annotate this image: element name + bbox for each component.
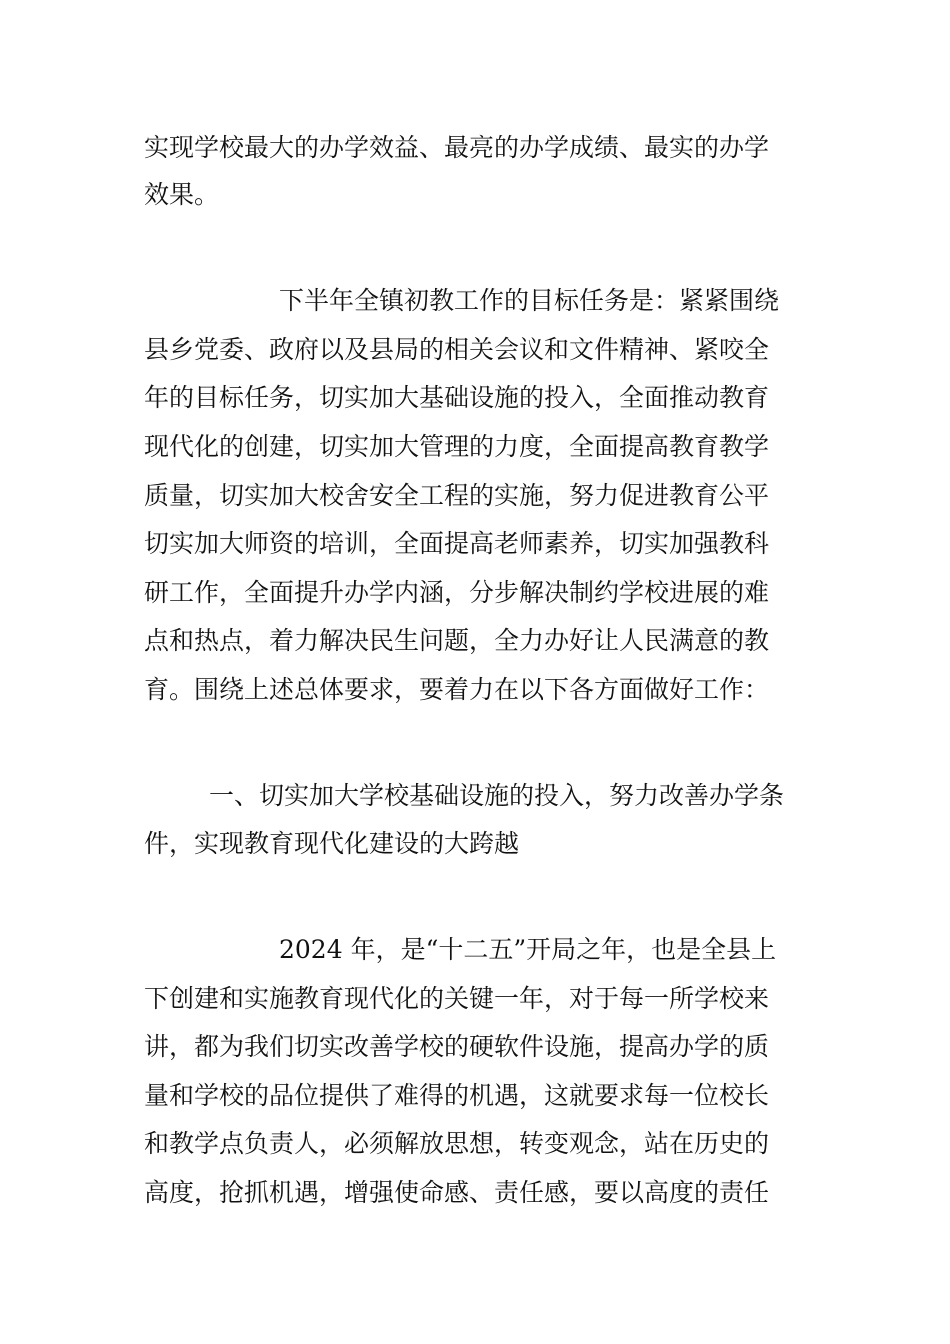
text-line: 和教学点负责人，必须解放思想，转变观念，站在历史的 [144, 1129, 770, 1158]
text-line: 切实加大师资的培训，全面提高老师素养，切实加强教科 [144, 529, 770, 558]
section-heading-line: 件，实现教育现代化建设的大跨越 [144, 829, 520, 858]
text-line: 质量，切实加大校舍安全工程的实施，努力促进教育公平 [144, 481, 770, 510]
text-line: 下创建和实施教育现代化的关键一年，对于每一所学校来 [144, 984, 770, 1013]
text-line: 点和热点，着力解决民生问题，全力办好让人民满意的教 [144, 626, 770, 655]
paragraph-first-line: 下半年全镇初教工作的目标任务是：紧紧围绕 [279, 286, 780, 315]
text-line: 实现学校最大的办学效益、最亮的办学成绩、最实的办学 [144, 133, 770, 162]
text-line: 现代化的创建，切实加大管理的力度，全面提高教育教学 [144, 432, 770, 461]
text-line: 量和学校的品位提供了难得的机遇，这就要求每一位校长 [144, 1081, 770, 1110]
text-line: 县乡党委、政府以及县局的相关会议和文件精神、紧咬全 [144, 335, 770, 364]
text-line: 研工作，全面提升办学内涵，分步解决制约学校进展的难 [144, 578, 770, 607]
paragraph-first-line: 2024 年，是“十二五”开局之年，也是全县上 [279, 935, 777, 964]
section-heading-line: 一、切实加大学校基础设施的投入，努力改善办学条 [209, 781, 785, 810]
text-line: 效果。 [144, 180, 220, 209]
text-line: 年的目标任务，切实加大基础设施的投入，全面推动教育 [144, 383, 770, 412]
text-line: 讲，都为我们切实改善学校的硬软件设施，提高办学的质 [144, 1032, 770, 1061]
text-line: 育。围绕上述总体要求，要着力在以下各方面做好工作： [144, 675, 770, 704]
text-line: 高度，抢抓机遇，增强使命感、责任感，要以高度的责任 [144, 1178, 770, 1207]
